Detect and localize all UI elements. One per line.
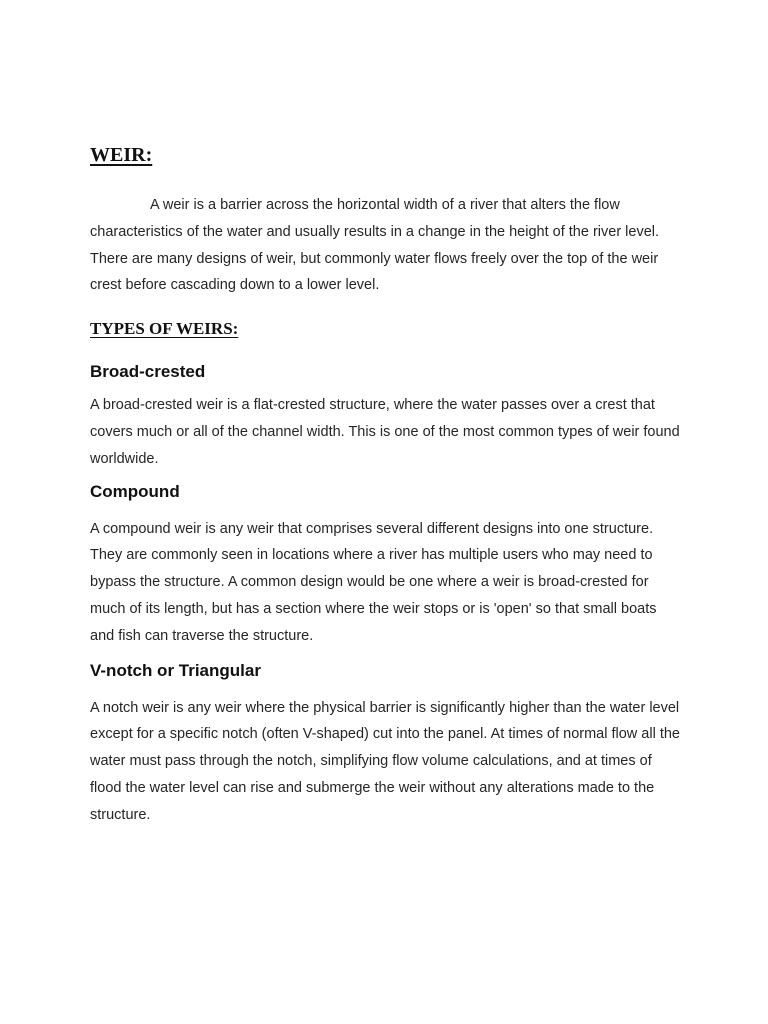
- section-body-v-notch: A notch weir is any weir where the physical barrier is significantly higher than the water level except for a specific notch (often V-shaped) cut into the panel. At times of normal flow all the water must pass through the notch, simplifying flow volume calculations, and at times of flood the water level can rise and submerge the weir without any alterations made to the structure.: [90, 699, 680, 823]
- section-title-compound: Compound: [90, 481, 180, 501]
- section-title-broad-crested: Broad-crested: [90, 362, 206, 382]
- section-body-broad-crested: A broad-crested weir is a flat-crested structure, where the water passes over a crest that covers much or all of the channel width. This is one of the most common types of weir found worldwide.: [90, 397, 680, 467]
- section-body-compound: A compound weir is any weir that comprises several different designs into one structure. They are commonly seen in locations where a river has multiple users who may need to bypass the structure. A common design would be one where a weir is broad-crested for much of its length, but has a section where the weir stops or is 'open' so that small boats and fish can traverse the structure.: [90, 520, 657, 644]
- page-title: WEIR:: [90, 144, 153, 166]
- document-content: [90, 142, 684, 829]
- types-heading: TYPES OF WEIRS:: [90, 319, 239, 339]
- intro-paragraph: A weir is a barrier across the horizontal width of a river that alters the flow characteristics of the water and usually results in a change in the height of the river level. There are many designs of weir, but commonly water flows freely over the top of the weir crest before cascading down to a lower level.: [90, 197, 660, 294]
- section-title-v-notch: V-notch or Triangular: [90, 660, 261, 680]
